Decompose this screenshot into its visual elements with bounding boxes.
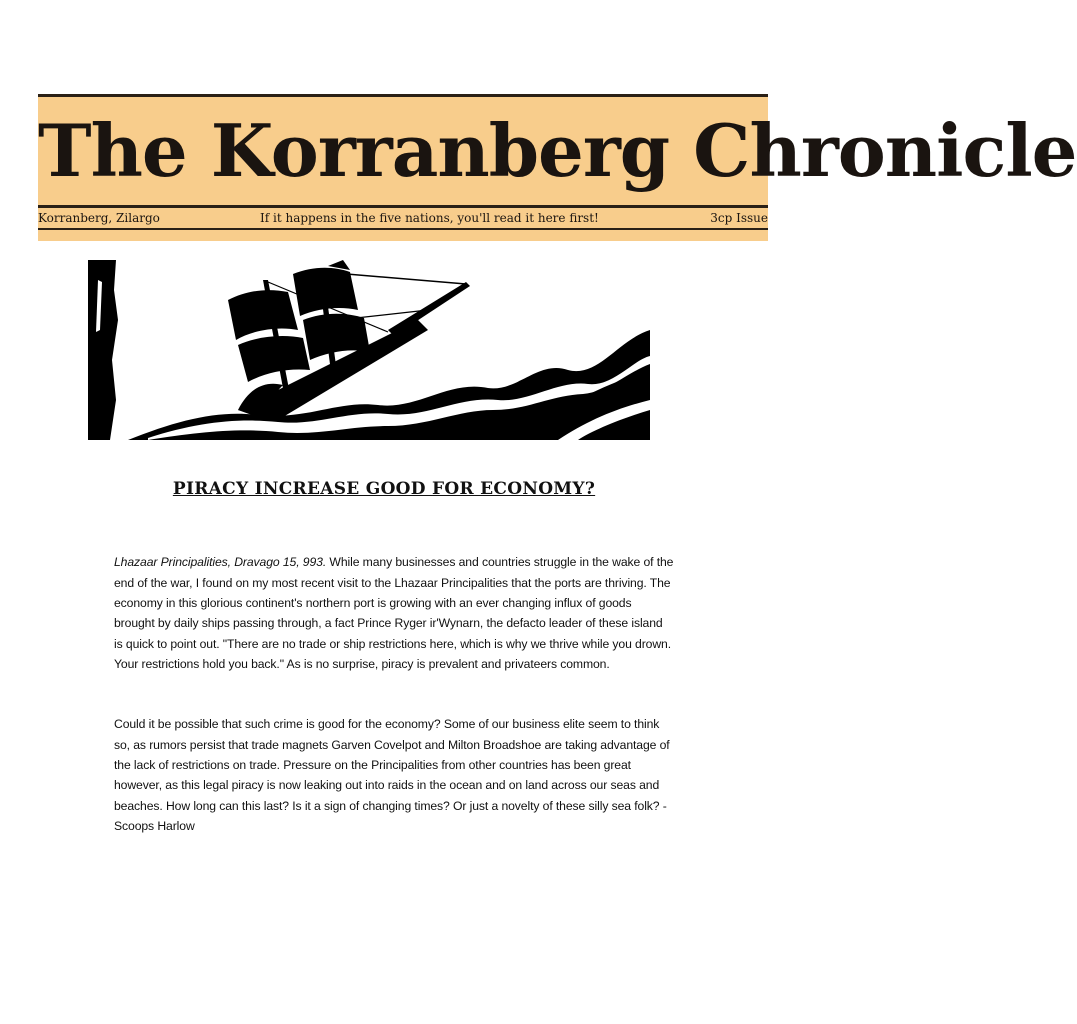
article-dateline: Lhazaar Principalities, Dravago 15, 993. [114,555,327,570]
article-paragraph-2: Could it be possible that such crime is good for the economy? Some of our business elite seem to think so, as rumors persist that trade magnets Garven Covelpot and Milton Broadshoe are taking advantage of the lack of restrictions on trade. Pressure on the Principalities from other countries has been great however, as this legal piracy is now leaking out into raids in the ocean and on land across our seas and beaches. How long can this last? Is it a sign of changing times? Or just a novelty of these silly sea folk? -Scoops Harlow [114,717,670,834]
newspaper-title: The Korranberg Chronicle [38,108,1077,193]
ship-in-storm-icon [88,260,650,440]
masthead-rule [38,205,768,208]
cliff-shape [88,260,118,440]
sail [228,290,298,340]
sail [238,336,310,382]
masthead [38,94,1077,241]
article-paragraph-1-text: While many businesses and countries struggle in the wake of the end of the war, I found on my most recent visit to the Lhazaar Principalities that the ports are thriving. The economy in this glorious continent's northern port is growing with an ever changing influx of goods brought by daily ships passing through, a fact Prince Ryger ir'Wynarn, the defacto leader of these island is quick to point out. "There are no trade or ship restrictions here, which is why we thrive while you drown. Your restrictions hold you back." As is no surprise, piracy is prevalent and privateers common. [114,555,674,672]
bowsprit [388,282,470,336]
masthead-rule-bottom [38,228,768,230]
article-headline: PIRACY INCREASE GOOD FOR ECONOMY? [172,479,596,500]
masthead-tagline: If it happens in the five nations, you'll read it here first! [260,211,599,225]
sail [293,268,358,316]
article-paragraph-1 [114,552,674,674]
masthead-issue: 3cp Issue [710,211,768,225]
masthead-info-bar [38,209,768,227]
masthead-location: Korranberg, Zilargo [38,211,160,225]
